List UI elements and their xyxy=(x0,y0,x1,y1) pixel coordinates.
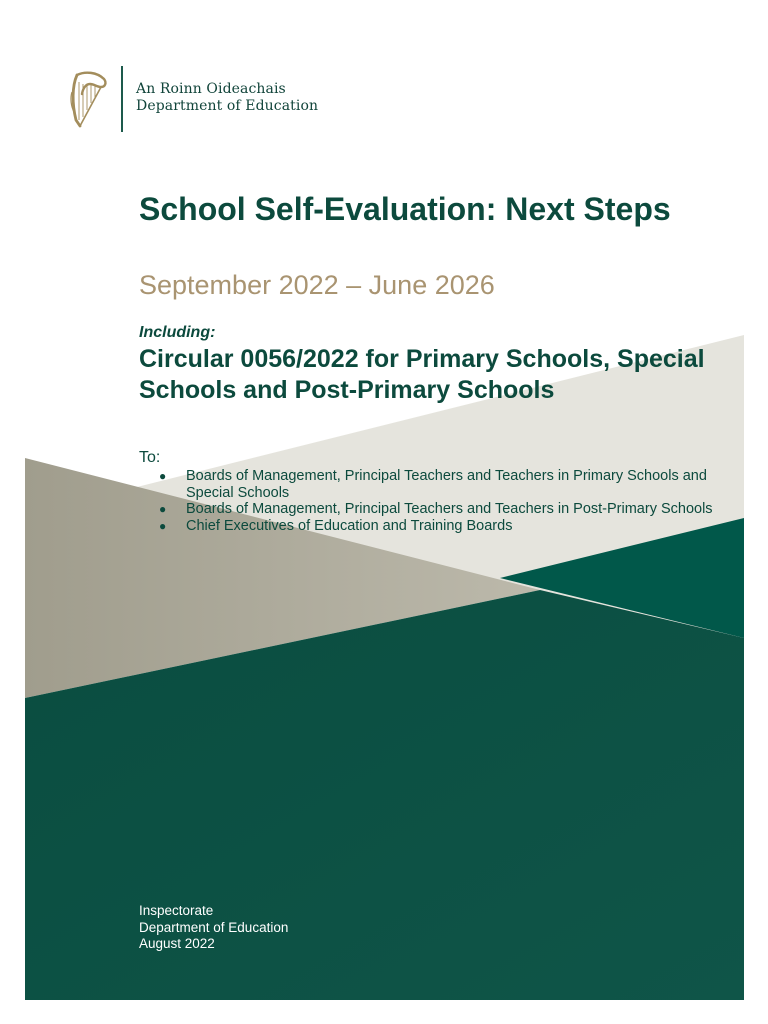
footer-department: Department of Education xyxy=(139,919,289,935)
document-title: School Self-Evaluation: Next Steps xyxy=(139,191,671,227)
harp-icon xyxy=(68,70,110,128)
footer-inspectorate: Inspectorate xyxy=(139,903,214,918)
circular-title: Circular 0056/2022 for Primary Schools, Special Schools and Post-Primary Schools xyxy=(139,345,705,404)
bullet-icon: ● xyxy=(159,469,167,483)
footer-date: August 2022 xyxy=(139,936,215,951)
department-name-english: Department of Education xyxy=(136,98,319,114)
publisher-info xyxy=(139,903,288,953)
department-logo xyxy=(68,66,328,136)
recipient-text: Chief Executives of Education and Training Boards xyxy=(186,517,513,534)
logo-divider xyxy=(121,66,123,132)
list-item xyxy=(159,518,719,535)
bullet-icon: ● xyxy=(159,502,167,516)
list-item xyxy=(159,501,719,518)
recipient-text: Boards of Management, Principal Teachers and Teachers in Primary Schools and Special Schools xyxy=(186,468,707,501)
department-name-irish: An Roinn Oideachais xyxy=(136,81,286,97)
document-date-range: September 2022 – June 2026 xyxy=(139,270,495,300)
list-item xyxy=(159,468,719,501)
recipient-text: Boards of Management, Principal Teachers and Teachers in Post-Primary Schools xyxy=(186,501,713,517)
recipient-list xyxy=(159,468,719,534)
to-label: To: xyxy=(139,449,161,466)
bullet-icon: ● xyxy=(159,518,167,533)
including-label: Including: xyxy=(139,324,216,341)
